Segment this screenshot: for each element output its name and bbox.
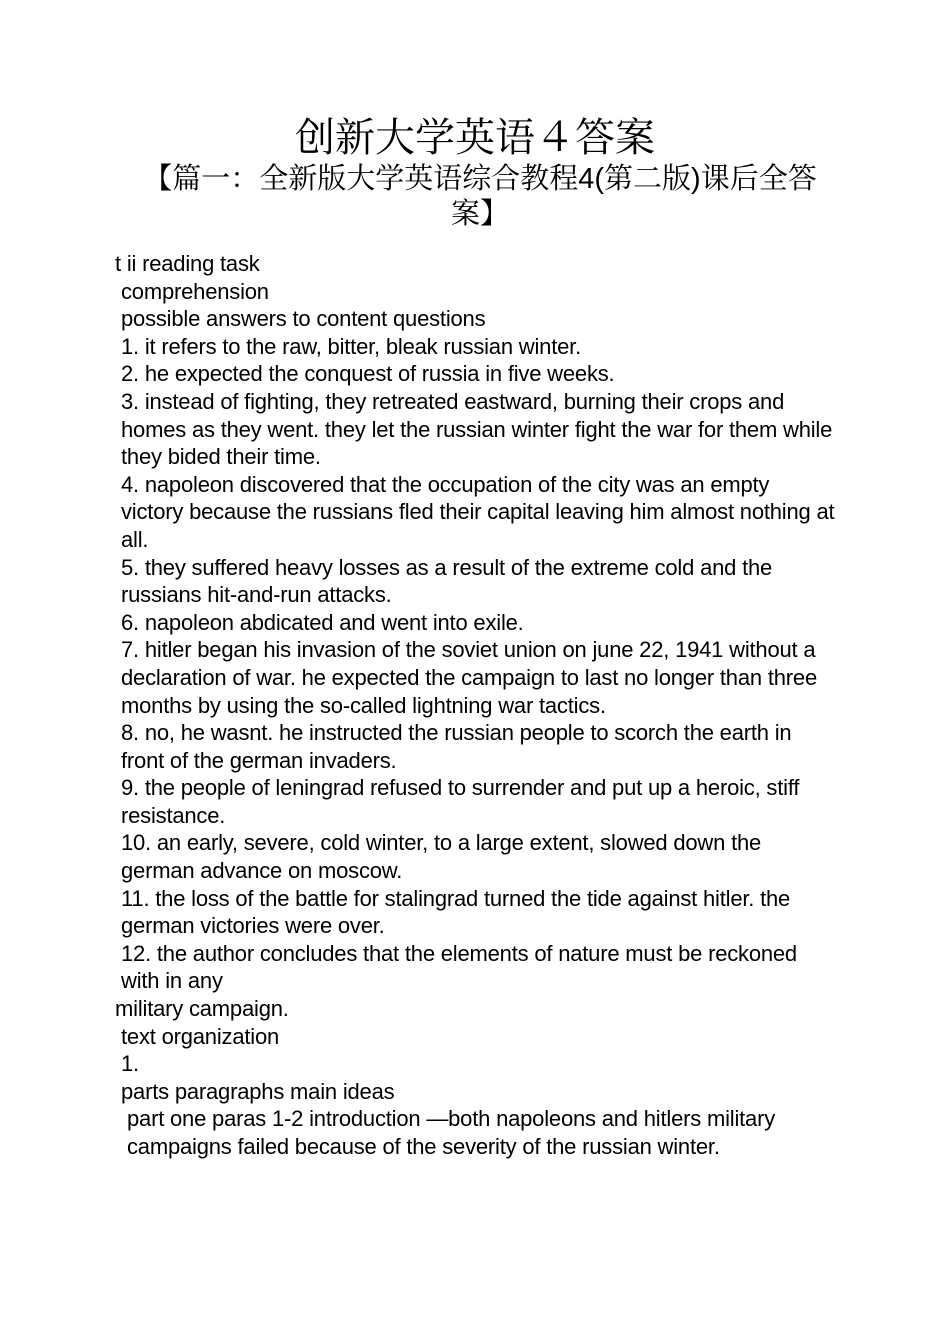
text-line: 12. the author concludes that the elements of nature must be reckoned with in any [121,940,803,994]
text-line: t ii reading task [115,251,260,276]
text-line: 1. it refers to the raw, bitter, bleak russian winter. [121,333,581,359]
text-line: 4. napoleon discovered that the occupation of the city was an empty victory because the russians fled their capital leaving him almost nothing at all. [121,471,841,552]
text-line: 5. they suffered heavy losses as a result of the extreme cold and the russians hit-and-run attacks. [121,554,778,608]
text-line: comprehension [121,278,269,304]
text-line: parts paragraphs main ideas [121,1078,395,1104]
text-line: 1. [121,1051,139,1077]
document-subtitle: 【篇一：全新版大学英语综合教程4(第二版)课后全答案】 [143,163,817,230]
text-line: 10. an early, severe, cold winter, to a large extent, slowed down the german advance on moscow. [121,830,767,884]
text-line: military campaign. [115,996,289,1022]
text-line: 11. the loss of the battle for stalingrad turned the tide against hitler. the german victories were over. [121,885,796,939]
text-line: 8. no, he wasnt. he instructed the russian people to scorch the earth in front of the german invaders. [121,720,798,773]
text-line: 7. hitler began his invasion of the soviet union on june 22, 1941 without a declaration of war. he expected the campaign to last no longer than three months by using the so-called lightning war tactics. [121,637,823,718]
text-line: possible answers to content questions [121,306,486,332]
text-line: 9. the people of leningrad refused to surrender and put up a heroic, stiff resistance. [121,775,806,828]
text-line: text organization [121,1023,280,1049]
document-body [115,250,841,1161]
text-line: 3. instead of fighting, they retreated eastward, burning their crops and homes as they went. they let the russian winter fight the war for them while they bided their time. [121,388,839,470]
text-line: part one paras 1-2 introduction —both napoleons and hitlers military campaigns failed because of the severity of the russian winter. [127,1106,781,1159]
text-line: 2. he expected the conquest of russia in five weeks. [121,361,615,387]
text-line: 6. napoleon abdicated and went into exile. [121,609,524,635]
document-title: 创新大学英语４答案 [295,116,655,160]
